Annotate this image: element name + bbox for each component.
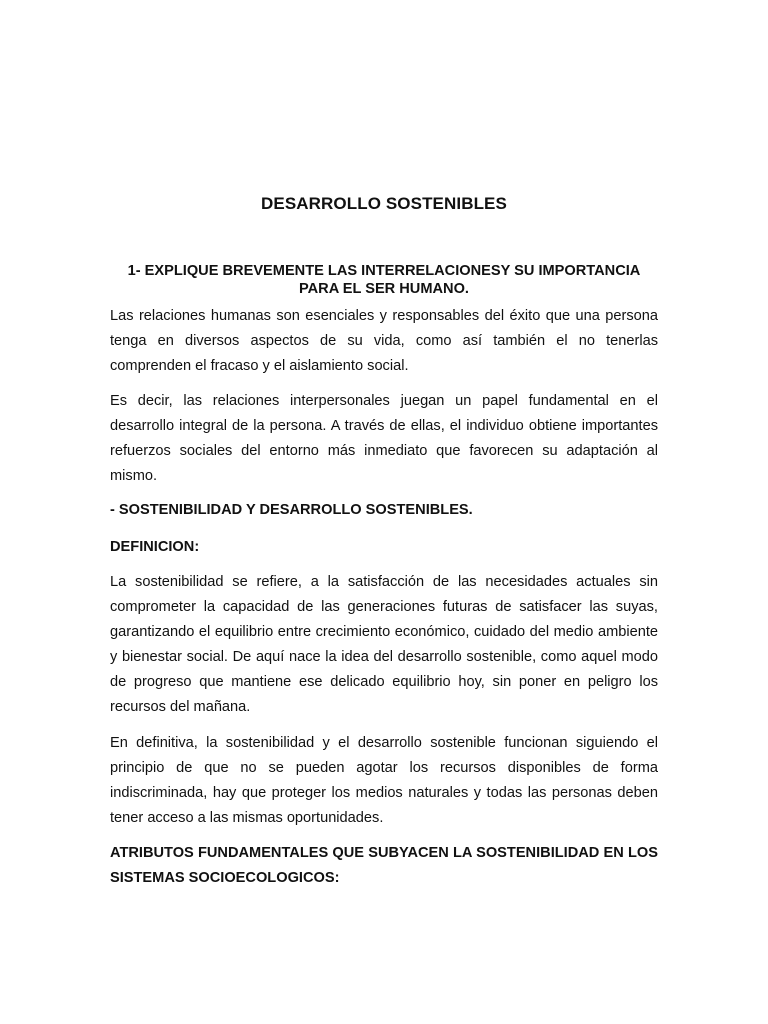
- paragraph-relations: Las relaciones humanas son esenciales y responsables del éxito que una persona tenga en diversos aspectos de su vida, como así también el no tenerlas comprenden el fracaso y el aislamiento social.: [110, 308, 658, 374]
- paragraph-definition: La sostenibilidad se refiere, a la satisfacción de las necesidades actuales sin comprometer la capacidad de las generaciones futuras de satisfacer las suyas, garantizando el equilibrio entre crecimiento económico, cuidado del medio ambiente y bienestar social. De aquí nace la idea del desarrollo sostenible, como aquel modo de progreso que mantiene ese delicado equilibrio hoy, sin poner en peligro los recursos del mañana.: [110, 574, 658, 715]
- document-title: DESARROLLO SOSTENIBLES: [261, 194, 507, 213]
- section-heading-definition: DEFINICION:: [110, 539, 200, 555]
- section-heading-attributes: ATRIBUTOS FUNDAMENTALES QUE SUBYACEN LA SOSTENIBILIDAD EN LOS SISTEMAS SOCIOECOLOGICOS:: [110, 845, 658, 886]
- question-line-2: PARA EL SER HUMANO.: [298, 281, 469, 297]
- question-heading: [110, 262, 658, 298]
- paragraph-conclusion: En definitiva, la sostenibilidad y el desarrollo sostenible funcionan siguiendo el principio de que no se pueden agotar los recursos disponibles de forma indiscriminada, hay que proteger los medios naturales y todas las personas deben tener acceso a las mismas oportunidades.: [110, 735, 658, 826]
- question-line-1: 1- EXPLIQUE BREVEMENTE LAS INTERRELACIONESY SU IMPORTANCIA: [127, 263, 641, 279]
- section-heading-sustainability: - SOSTENIBILIDAD Y DESARROLLO SOSTENIBLES.: [110, 502, 473, 518]
- paragraph-interpersonal: Es decir, las relaciones interpersonales juegan un papel fundamental en el desarrollo integral de la persona. A través de ellas, el individuo obtiene importantes refuerzos sociales del entorno más inmediato que favorecen su adaptación al mismo.: [110, 393, 658, 484]
